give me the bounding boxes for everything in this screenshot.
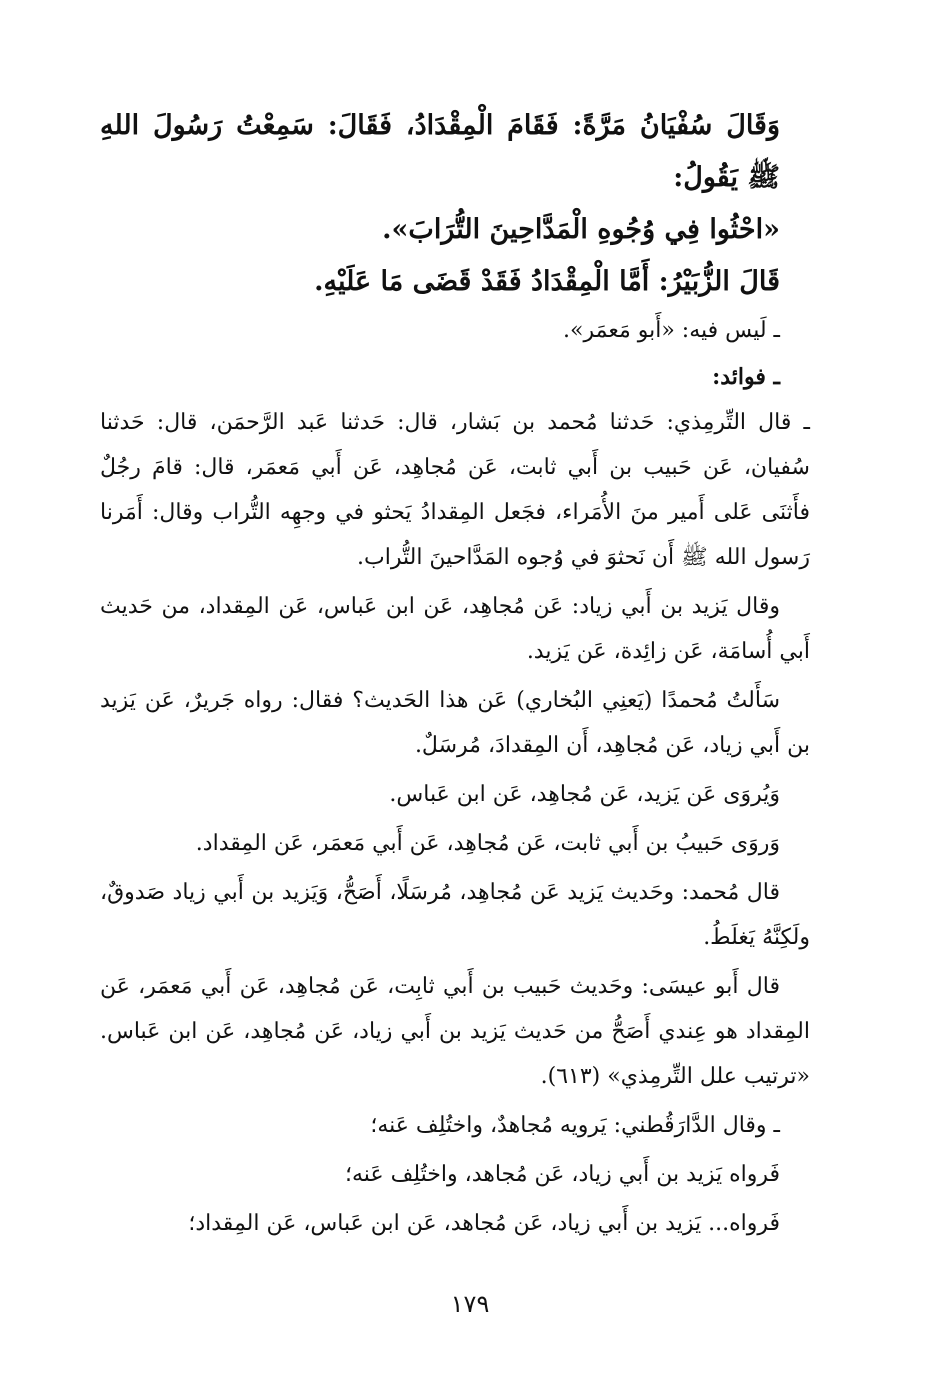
matn-line-1: وَقَالَ سُفْيَانُ مَرَّةً: فَقَامَ الْمِقْدَادُ، فَقَالَ: سَمِعْتُ رَسُولَ اللهِ ﷺ يَقُولُ: <box>100 110 780 193</box>
note-line: ـ لَيس فيه: «أَبو مَعمَر». <box>563 318 780 343</box>
section-heading: ـ فوائد: <box>712 364 780 390</box>
page-content <box>100 100 810 1246</box>
paragraph-yazid: وقال يَزيد بن أَبي زياد: عَن مُجاهِد، عَن ابن عَباس، عَن المِقداد، من حَديث أَبي أُسامَة، عَن زائِدة، عَن يَزيد. <box>100 594 810 664</box>
paragraph-rawah-2: فَرواه... يَزيد بن أَبي زياد، عَن مُجاهد، عَن ابن عَباس، عَن المِقداد؛ <box>188 1211 780 1236</box>
paragraph-abu-isa: قال أَبو عيسَى: وحَديث حَبيب بن أَبي ثابِت، عَن مُجاهِد، عَن أَبي مَعمَر، عَن المِقداد هو عِندي أَصَحُّ من حَديث يَزيد بن أَبي زياد، عَن مُجاهِد، عَن ابن عَباس. «ترتيب علل التِّرمِذي» (٦١٣). <box>100 974 810 1089</box>
paragraph-muhammad: قال مُحمد: وحَديث يَزيد عَن مُجاهِد، مُرسَلًا، أَصَحُّ، وَيَزيد بن أَبي زياد صَدوقٌ، ولَكِنَّهُ يَغلَطُ. <box>100 880 810 950</box>
paragraph-tirmidhi: ـ قال التِّرمِذي: حَدثنا مُحمد بن بَشار، قال: حَدثنا عَبد الرَّحمَن، قال: حَدثنا سُفيان، عَن حَبيب بن أَبي ثابت، عَن مُجاهِد، عَن أَبي مَعمَر، قال: قامَ رجُلٌ فأَثنَى عَلى أَمير منَ الأُمَراء، فجَعل المِقدادُ يَحثو في وجهِه التُّراب وقال: أَمَرنا رَسول الله ﷺ أَن نَحثوَ في وُجوه المَدَّاحينَ التُّراب. <box>100 410 810 570</box>
matn-line-2: «احْثُوا فِي وُجُوهِ الْمَدَّاحِينَ التُّرَابَ». <box>382 214 780 245</box>
paragraph-ibn-abbas: وَيُروَى عَن يَزيد، عَن مُجاهِد، عَن ابن عَباس. <box>389 782 780 807</box>
paragraph-rawah-1: فَرواه يَزيد بن أَبي زياد، عَن مُجاهد، واختُلِف عَنه؛ <box>345 1162 780 1187</box>
paragraph-daraqutni: ـ وقال الدَّارَقُطني: يَرويه مُجاهدٌ، واختُلِف عَنه؛ <box>370 1113 780 1138</box>
paragraph-bukhari-question: سَأَلتُ مُحمدًا (يَعنِي البُخاري) عَن هذا الحَديث؟ فقال: رواه جَريرٌ، عَن يَزيد بن أَبي زياد، عَن مُجاهِد، أَن المِقدادَ، مُرسَلٌ. <box>100 688 810 758</box>
matn-line-3: قَالَ الزُّبَيْرُ: أَمَّا الْمِقْدَادُ فَقَدْ قَضَى مَا عَلَيْهِ. <box>314 266 780 297</box>
page-number: ١٧٩ <box>450 1290 490 1318</box>
paragraph-habib: وَروَى حَبيبُ بن أَبي ثابت، عَن مُجاهِد، عَن أَبي مَعمَر، عَن المِقداد. <box>195 831 780 856</box>
